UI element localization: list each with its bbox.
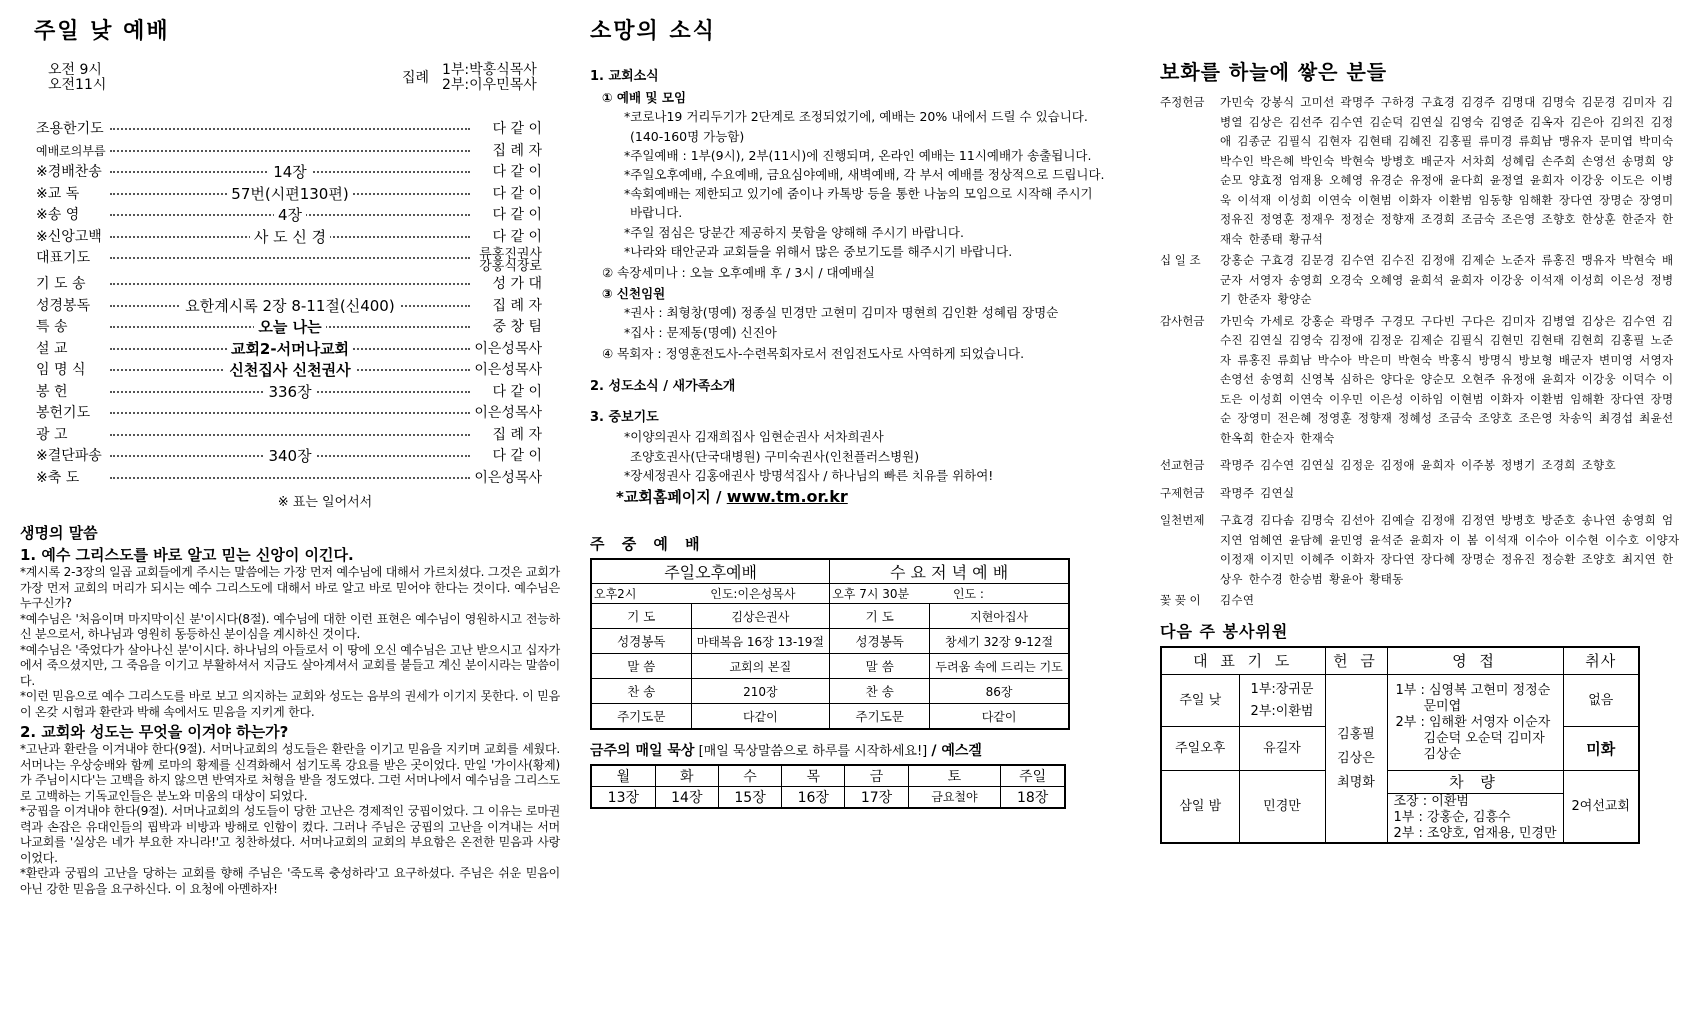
order-item-content: 신천집사 신천권사 (225, 361, 354, 379)
offerings-title: 보화를 하늘에 쌓은 분들 (1160, 60, 1388, 84)
vehicle-1: 조장 : 이환범 (1393, 794, 1469, 809)
worship-table-row (591, 704, 1069, 729)
dot-leader (110, 412, 470, 414)
church-news (590, 67, 1110, 507)
worship-table-row (591, 629, 1069, 654)
order-item-center (110, 317, 470, 339)
wednesday-prayer: 민경만 (1239, 771, 1325, 844)
dot-leader (110, 283, 470, 285)
daily-devotion-line (590, 740, 1110, 760)
day-chapter: 14장 (655, 786, 718, 808)
order-row (20, 360, 560, 382)
paragraph: *예수님은 '죽었다가 살아나신 분'이시다. 하나님의 아들로서 이 땅에 오신 예수님은 고난 받으시고 십자가에서 죽으셨지만, 그 죽음을 이기고 부활하셔서 지금도 살아계셔서 교회를 붙들고 계신 분이시라는 말씀이다. (20, 642, 560, 688)
order-item-name: ※교 독 (36, 185, 80, 202)
worship-table-row (591, 679, 1069, 704)
dot-leader (110, 477, 470, 479)
offering-list (1160, 93, 1680, 611)
worship-cell: 마태복음 16장 13-19절 (691, 629, 830, 654)
dot-leader (110, 150, 470, 152)
order-item-name: 대표기도 (36, 250, 91, 266)
worship-cell: 찬 송 (830, 679, 930, 704)
daily-devotion-table (590, 764, 1066, 809)
paragraph: *고난과 환란을 이겨내야 한다(9절). 서머나교회의 성도들은 환란을 이기고 믿음을 지키며 교회를 세웠다. 서머나는 우상숭배와 함께 로마의 황제를 신격화해서 섬기도록 강요를 받은 곳이었다. 만일 '가이사(황제)가 주님이시다'는 고백을 하지 않으면 반역자로 처형을 받을 정도였다. 그런 서머나에서 예수님을 그리스도로 고백하는 기독교인들은 분노와 미움의 대상이 되었다. (20, 742, 560, 803)
wednesday-leader: 인도 : (952, 587, 984, 602)
order-row (20, 205, 560, 227)
worship-cell: 창세기 32장 9-12절 (930, 629, 1069, 654)
order-item-leader: 다 같 이 (490, 119, 542, 140)
worship-cell: 성경봉독 (591, 629, 691, 654)
order-item-name: 광 고 (36, 426, 68, 443)
day-header: 수 (718, 765, 781, 787)
order-item-leader: 중 창 팀 (490, 317, 542, 338)
worship-cell: 다같이 (691, 704, 830, 729)
order-item-content: 요한계시록 2장 8-11절(신400) (181, 297, 398, 315)
paragraph: *환란과 궁핍의 고난을 당하는 교회를 향해 주님은 '죽도록 충성하라'고 요구하셨다. 주님은 쉬운 믿음이 아닌 강한 믿음을 요구하신다. 이 요청에 아멘하자! (20, 866, 560, 896)
order-row (20, 162, 560, 184)
paragraph: *예수님은 '처음이며 마지막이신 분'이시다(8절). 예수님에 대한 이런 표현은 예수님이 영원하시고 전능하신 분으로서, 하나님과 영원히 동등하신 분이심을 계시하신 것이다. (20, 611, 560, 641)
order-item-center (110, 162, 470, 184)
order-item-center (110, 339, 470, 361)
news-title: 소망의 소식 (590, 19, 716, 44)
sunday-am-prayer (1239, 675, 1325, 727)
order-row (20, 425, 560, 447)
order-item-name: ※경배찬송 (36, 164, 102, 180)
next-week-title: 다음 주 봉사위원 (1160, 621, 1289, 641)
column-offerings (1160, 0, 1680, 1016)
order-item-leader: 다 같 이 (490, 162, 542, 183)
order-item-center (110, 360, 470, 382)
column-sunday-service (20, 0, 560, 1016)
col-prayer: 대 표 기 도 (1161, 647, 1325, 675)
offering-category: 일천번제 (1160, 513, 1205, 527)
sunday-pm-header: 주일오후예배 (591, 559, 830, 584)
order-row (20, 227, 560, 249)
offering-row (1160, 484, 1680, 504)
order-row (20, 274, 560, 296)
vehicle-cell (1387, 771, 1563, 844)
offering-category: 꽃 꽂 이 (1160, 593, 1201, 607)
order-row (20, 248, 560, 274)
order-row (20, 468, 560, 490)
weekday-title: 주 중 예 배 (590, 535, 706, 554)
worship-cell: 찬 송 (591, 679, 691, 704)
order-item-leader: 집 례 자 (490, 141, 542, 162)
offering-category: 십 일 조 (1160, 253, 1201, 267)
column-news (590, 0, 1110, 1016)
news-line: *장세정권사 김홍애권사 방명석집사 / 하나님의 빠른 치유를 위하여! (624, 467, 994, 483)
prayer-1: 1부:장귀문 (1250, 681, 1314, 697)
greeting-volunteers (1387, 675, 1563, 771)
order-item-name: 성경봉독 (36, 297, 91, 314)
paragraph: *이런 믿음으로 예수 그리스도를 바로 보고 의지하는 교회와 성도는 음부의 권세가 이기지 못한다. 이 믿음이 온갖 시험과 환란과 박해 속에서도 믿음을 지키게 한다. (20, 689, 560, 719)
worship-cell: 86장 (930, 679, 1069, 704)
order-item-center (110, 184, 470, 206)
offering-row (1160, 312, 1680, 449)
greet-2b: 김순덕 오순덕 김미자 (1423, 730, 1545, 746)
news-line: *권사 : 최형창(명예) 정종실 민경만 고현미 김미자 명현희 김인환 성혜림 장명순 (624, 305, 1059, 321)
day-header: 화 (655, 765, 718, 787)
news-line: *집사 : 문제동(명예) 신진아 (624, 324, 777, 340)
daily-note: [매일 묵상말씀으로 하루를 시작하세요!] (698, 743, 928, 759)
wednesday-pm-header: 수 요 저 녁 예 배 (830, 559, 1069, 584)
worship-cell: 말 씀 (830, 654, 930, 679)
order-row (20, 119, 560, 141)
dot-leader (110, 257, 470, 259)
order-item-name: 예배로의부름 (36, 143, 106, 158)
day-chapter: 17장 (845, 786, 908, 808)
offering-row (1160, 93, 1680, 249)
order-item-leader: 다 같 이 (490, 205, 542, 226)
day-header: 주일 (1001, 765, 1065, 787)
wednesday-label: 삼일 밤 (1161, 771, 1239, 844)
homepage-link[interactable]: www.tm.or.kr (726, 487, 848, 507)
cancel-value: 없음 (1563, 675, 1639, 727)
order-item-name: ※축 도 (36, 469, 80, 486)
offering-category: 주정헌금 (1160, 95, 1205, 109)
worship-cell: 주기도문 (591, 704, 691, 729)
wednesday-time-row (830, 584, 1069, 604)
news-section-2: 2. 성도소식 / 새가족소개 (590, 379, 736, 395)
order-item-leader: 집 례 자 (490, 425, 542, 446)
order-row (20, 141, 560, 163)
order-item-leader: 다 같 이 (490, 446, 542, 467)
offering-category: 선교헌금 (1160, 458, 1205, 472)
worship-cell: 교회의 본질 (691, 654, 830, 679)
greet-1b: 문미엽 (1423, 698, 1462, 714)
order-item-name: 조용한기도 (36, 121, 104, 137)
offering-names: 곽명주 김수연 김연실 김정운 김정애 윤희자 이주봉 정병기 조경희 조향호 (1220, 458, 1616, 472)
point-2-heading: 2. 교회와 성도는 무엇을 이겨야 하는가? (20, 723, 289, 741)
presider-1: 1부:박홍식목사 (442, 62, 537, 78)
daily-book: / 예스겔 (931, 742, 982, 759)
sunday-time: 오후2시 (594, 587, 637, 602)
greet-1: 1부 : 심영복 고현미 정정순 (1395, 682, 1551, 698)
dot-leader (110, 128, 470, 130)
order-item-name: ※신앙고백 (36, 228, 102, 245)
prayer-lines (624, 427, 1110, 485)
order-item-content: 14장 (269, 163, 311, 181)
order-item-leader: 다 같 이 (490, 382, 542, 403)
offering-names: 가민숙 강봉식 고미선 곽명주 구하경 구효경 김경주 김명대 김명숙 김문경 김미자 김병열 김상은 김선주 김수연 김순덕 김연실 김영숙 김영준 김옥자 김은아 김의진 김정애 김종군 김필식 김현자 김현태 김혜진 김홍필 류미경 류희남 맹유자 문미엽 박미숙 박수인 박은혜 박인숙 박현숙 방병호 배군자 서차희 성혜림 손주희 손영선 송명희 양순모 양효정 엄재용 오혜영 유경순 유정애 윤다희 윤정열 윤희자 이강웅 이도은 이병욱 이석재 이성희 이연숙 이현범 이화자 이환범 임동향 임해환 장다연 장명순 장영미 정유진 정영훈 정재우 정정순 정향재 조경희 조금숙 조은영 조향호 한상훈 한준자 한재숙 한종태 황규석 (1220, 95, 1674, 246)
order-item-center (110, 382, 470, 404)
news-line: *이양의권사 김재희집사 임현순권사 서차희권사 (624, 429, 884, 445)
word-title: 생명의 말씀 (20, 524, 98, 542)
day-chapter: 15장 (718, 786, 781, 808)
order-item-name: 기 도 송 (36, 276, 86, 292)
dot-leader (110, 434, 470, 436)
sunday-pm-label: 주일오후 (1161, 727, 1239, 771)
news-line: 조양호권사(단국대병원) 구미숙권사(인천플러스병원) (630, 448, 920, 464)
offering-volunteers: 김홍필 김상은 최명화 (1325, 675, 1387, 844)
stand-note: ※ 표는 일어서서 (277, 495, 373, 510)
weekday-worship-table (590, 558, 1070, 730)
order-item-name: 임 명 식 (36, 362, 86, 378)
worship-cell: 기 도 (591, 604, 691, 629)
col-cancel: 취사 (1563, 647, 1639, 675)
order-item-content: 오늘 나는 (254, 318, 325, 336)
order-item-center (110, 446, 470, 468)
day-chapter: 13장 (591, 786, 655, 808)
homepage-label: *교회홈페이지 / (616, 488, 722, 507)
beauty-header: 미화 (1563, 727, 1639, 771)
offering-names: 김수연 (1220, 593, 1255, 607)
new-officers: ③ 신천임원 (602, 286, 666, 302)
offering-category: 구제헌금 (1160, 485, 1205, 500)
order-item-leader: 이은성목사 (471, 403, 542, 424)
order-item-leader: 이은성목사 (471, 339, 542, 360)
offering-row (1160, 511, 1680, 589)
sunday-service-title: 주일 낮 예배 (34, 19, 170, 44)
greet-2c: 김상순 (1423, 746, 1462, 762)
sunday-leader: 인도:이은성목사 (710, 587, 796, 602)
order-item-content: 사 도 신 경 (250, 228, 330, 246)
point-1-heading: 1. 예수 그리스도를 바로 알고 믿는 신앙이 이긴다. (20, 546, 354, 564)
offering-row (1160, 456, 1680, 476)
order-item-leader: 다 같 이 (490, 184, 542, 205)
col-greeting: 영 접 (1387, 647, 1563, 675)
leader-seminar: ② 속장세미나 : 오늘 오후예배 후 / 3시 / 대예배실 (602, 265, 875, 281)
news-line: *나라와 태안군과 교회들을 위해서 많은 중보기도를 해주시기 바랍니다. (624, 243, 1013, 259)
order-item-name: 특 송 (36, 319, 68, 335)
worship-cell: 성경봉독 (830, 629, 930, 654)
order-item-center (110, 205, 470, 227)
time-2: 오전11시 (48, 77, 107, 93)
day-header: 목 (782, 765, 845, 787)
beauty-value: 2여선교회 (1563, 771, 1639, 844)
order-item-leader: 다 같 이 (490, 227, 542, 248)
order-item-name: 설 교 (36, 340, 68, 357)
day-chapter: 18장 (1001, 786, 1065, 808)
order-item-content: 336장 (264, 383, 315, 401)
vehicle-3: 2부 : 조양호, 엄재용, 민경만 (1393, 826, 1557, 841)
order-item-center (110, 296, 470, 318)
worship-cell: 말 씀 (591, 654, 691, 679)
order-item-content: 340장 (264, 447, 315, 465)
paragraph: *계시록 2-3장의 일곱 교회들에게 주시는 말씀에는 가장 먼저 예수님에 대해서 가르치셨다. 그것은 교회가 가장 먼저 교회의 머리가 되시는 예수 그리스도에 대해서 바로 알고 바로 믿어야 한다는 것이다. 예수님은 누구신가? (20, 565, 560, 610)
worship-cell: 두려움 속에 드리는 기도 (930, 654, 1069, 679)
order-item-leader: 이은성목사 (471, 360, 542, 381)
next-week-volunteers-table (1160, 646, 1640, 845)
day-header: 토 (908, 765, 1001, 787)
news-section-1: 1. 교회소식 (590, 69, 659, 84)
offering-category: 감사헌금 (1160, 313, 1205, 328)
daily-title: 금주의 매일 묵상 (590, 742, 695, 759)
news-line: *주일예배 : 1부(9시), 2부(11시)에 진행되며, 온라인 예배는 11시예배가 송출됩니다. (624, 147, 1092, 163)
worship-cell: 지현아집사 (930, 604, 1069, 629)
presider-2: 2부:이우민목사 (442, 77, 537, 93)
news-line: *코로나19 거리두기가 2단계로 조정되었기에, 예배는 20% 내에서 드릴 수 있습니다. (624, 109, 1088, 125)
sunday-pm-prayer: 유길자 (1239, 727, 1325, 771)
worship-cell: 김상은권사 (691, 604, 830, 629)
offering-row (1160, 591, 1680, 611)
order-row (20, 339, 560, 361)
order-item-content: 57번(시편130편) (227, 185, 352, 203)
order-item-name: ※결단파송 (36, 448, 102, 464)
news-section-3: 3. 중보기도 (590, 410, 659, 426)
order-row (20, 296, 560, 318)
news-line: *속회예배는 제한되고 있기에 줌이나 카톡방 등을 통한 나눔의 모임으로 시작해 주시기 (624, 186, 1093, 202)
order-item-name: 봉헌기도 (36, 405, 91, 421)
worship-table-row (591, 604, 1069, 629)
worship-order (20, 119, 560, 489)
service-times (20, 63, 560, 103)
day-chapter: 16장 (782, 786, 845, 808)
new-officer-lines (624, 303, 1110, 341)
prayer-2: 2부:이환범 (1250, 703, 1314, 719)
paragraph: *궁핍을 이겨내야 한다(9절). 서머나교회의 성도들이 당한 고난은 경제적인 궁핍이었다. 그 이유는 로마권력과 손잡은 유대인들의 핍박과 비방과 방해로 인함이 컸다. 그러나 주님은 궁핍의 고난을 이겨내는 서머나교회를 '실상은 네가 부요한 자니라!'고 칭찬하셨다. 서머나교회의 교회의 부요함은 온전한 믿음과 사랑이었다. (20, 804, 560, 865)
day-header: 금 (845, 765, 908, 787)
pastor-news: ④ 목회자 : 정영훈전도사-수련목회자로서 전임전도사로 사역하게 되었습니다. (602, 345, 1025, 361)
worship-table-row (591, 654, 1069, 679)
homepage-line (616, 487, 1110, 507)
order-row (20, 184, 560, 206)
day-chapter: 금요철야 (908, 786, 1001, 808)
presider-label: 집례 (402, 70, 430, 86)
order-row (20, 403, 560, 425)
order-item-center (110, 227, 470, 249)
offering-names: 강홍순 구효경 김문경 김수연 김수진 김정애 김제순 노준자 류홍진 맹유자 박현숙 배군자 서영자 송영희 오경숙 오혜영 윤희석 윤희자 이강웅 이석재 이성희 이은성 정병기 한준자 황양순 (1220, 253, 1674, 306)
worship-meetings: ① 예배 및 모임 (602, 90, 687, 106)
greet-2: 2부 : 임해환 서영자 이순자 (1395, 714, 1551, 730)
order-item-name: 봉 헌 (36, 383, 68, 400)
sunday-time-row (591, 584, 830, 604)
vehicle-2: 1부 : 강홍순, 김흥수 (1393, 810, 1511, 825)
worship-cell: 210장 (691, 679, 830, 704)
day-header: 월 (591, 765, 655, 787)
offering-names: 곽명주 김연실 (1220, 485, 1295, 500)
news-line: *주일 점심은 당분간 제공하지 못함을 양해해 주시기 바랍니다. (624, 224, 964, 240)
wednesday-time: 오후 7시 30분 (832, 587, 910, 602)
sunday-am-label: 주일 낮 (1161, 675, 1239, 727)
news-line: *주일오후예배, 수요예배, 금요심야예배, 새벽예배, 각 부서 예배를 정상적으로 드립니다. (624, 167, 1105, 183)
order-row (20, 382, 560, 404)
news-line: (140-160명 가능함) (630, 128, 745, 144)
news-line: 바랍니다. (630, 205, 683, 221)
offering-names: 구효경 김다솜 김명숙 김선아 김예슬 김정애 김정연 방병호 방준호 송나연 송영희 엄지연 엄혜연 윤담혜 윤민영 윤석준 윤희자 이 봄 이석재 이수아 이수현 이수호 이양자 이정재 이지민 이혜주 이화자 장다연 장다혜 장명순 정유진 정승환 조양호 최지연 한상우 한수경 한승범 황윤아 황태동 (1220, 513, 1680, 586)
worship-cell: 주기도문 (830, 704, 930, 729)
vehicle-header: 차 량 (1388, 771, 1563, 794)
worship-cell: 기 도 (830, 604, 930, 629)
order-row (20, 446, 560, 468)
offering-names: 가민숙 가세로 강홍순 곽명주 구경모 구다빈 구다은 김미자 김병열 김상은 김수연 김수진 김연실 김영숙 김정애 김정운 김제순 김필식 김현민 김현태 김현희 김홍필 노준자 류홍진 류희남 박수아 박은미 박현숙 박홍식 방명식 방보형 배군자 변미영 서영자 손영선 송영희 신영복 심하은 양다운 양순모 오현주 유정애 윤희자 이강웅 이덕수 이도은 이성희 이연숙 이우민 이은성 이하임 이현범 이화자 이환범 임해환 장다연 장명순 장영미 전은혜 정영훈 정향재 정혜성 조금숙 조양호 조은영 차송익 최경섭 최윤선 한옥희 한순자 한재숙 (1220, 313, 1674, 445)
order-item-leader: 이은성목사 (471, 468, 542, 489)
sermon-summary (20, 522, 560, 897)
order-item-content: 4장 (274, 206, 306, 224)
order-row (20, 317, 560, 339)
time-1: 오전 9시 (48, 62, 102, 78)
col-offering: 헌 금 (1325, 647, 1387, 675)
order-item-leader: 류홍진권사 강홍식장로 (476, 249, 542, 273)
worship-cell: 다같이 (930, 704, 1069, 729)
order-item-name: ※송 영 (36, 207, 80, 223)
order-item-leader: 집 례 자 (490, 296, 542, 317)
order-item-content: 교회2-서머나교회 (227, 340, 353, 358)
order-item-leader: 성 가 대 (490, 274, 542, 295)
offering-row (1160, 251, 1680, 310)
worship-meeting-lines (624, 107, 1110, 261)
